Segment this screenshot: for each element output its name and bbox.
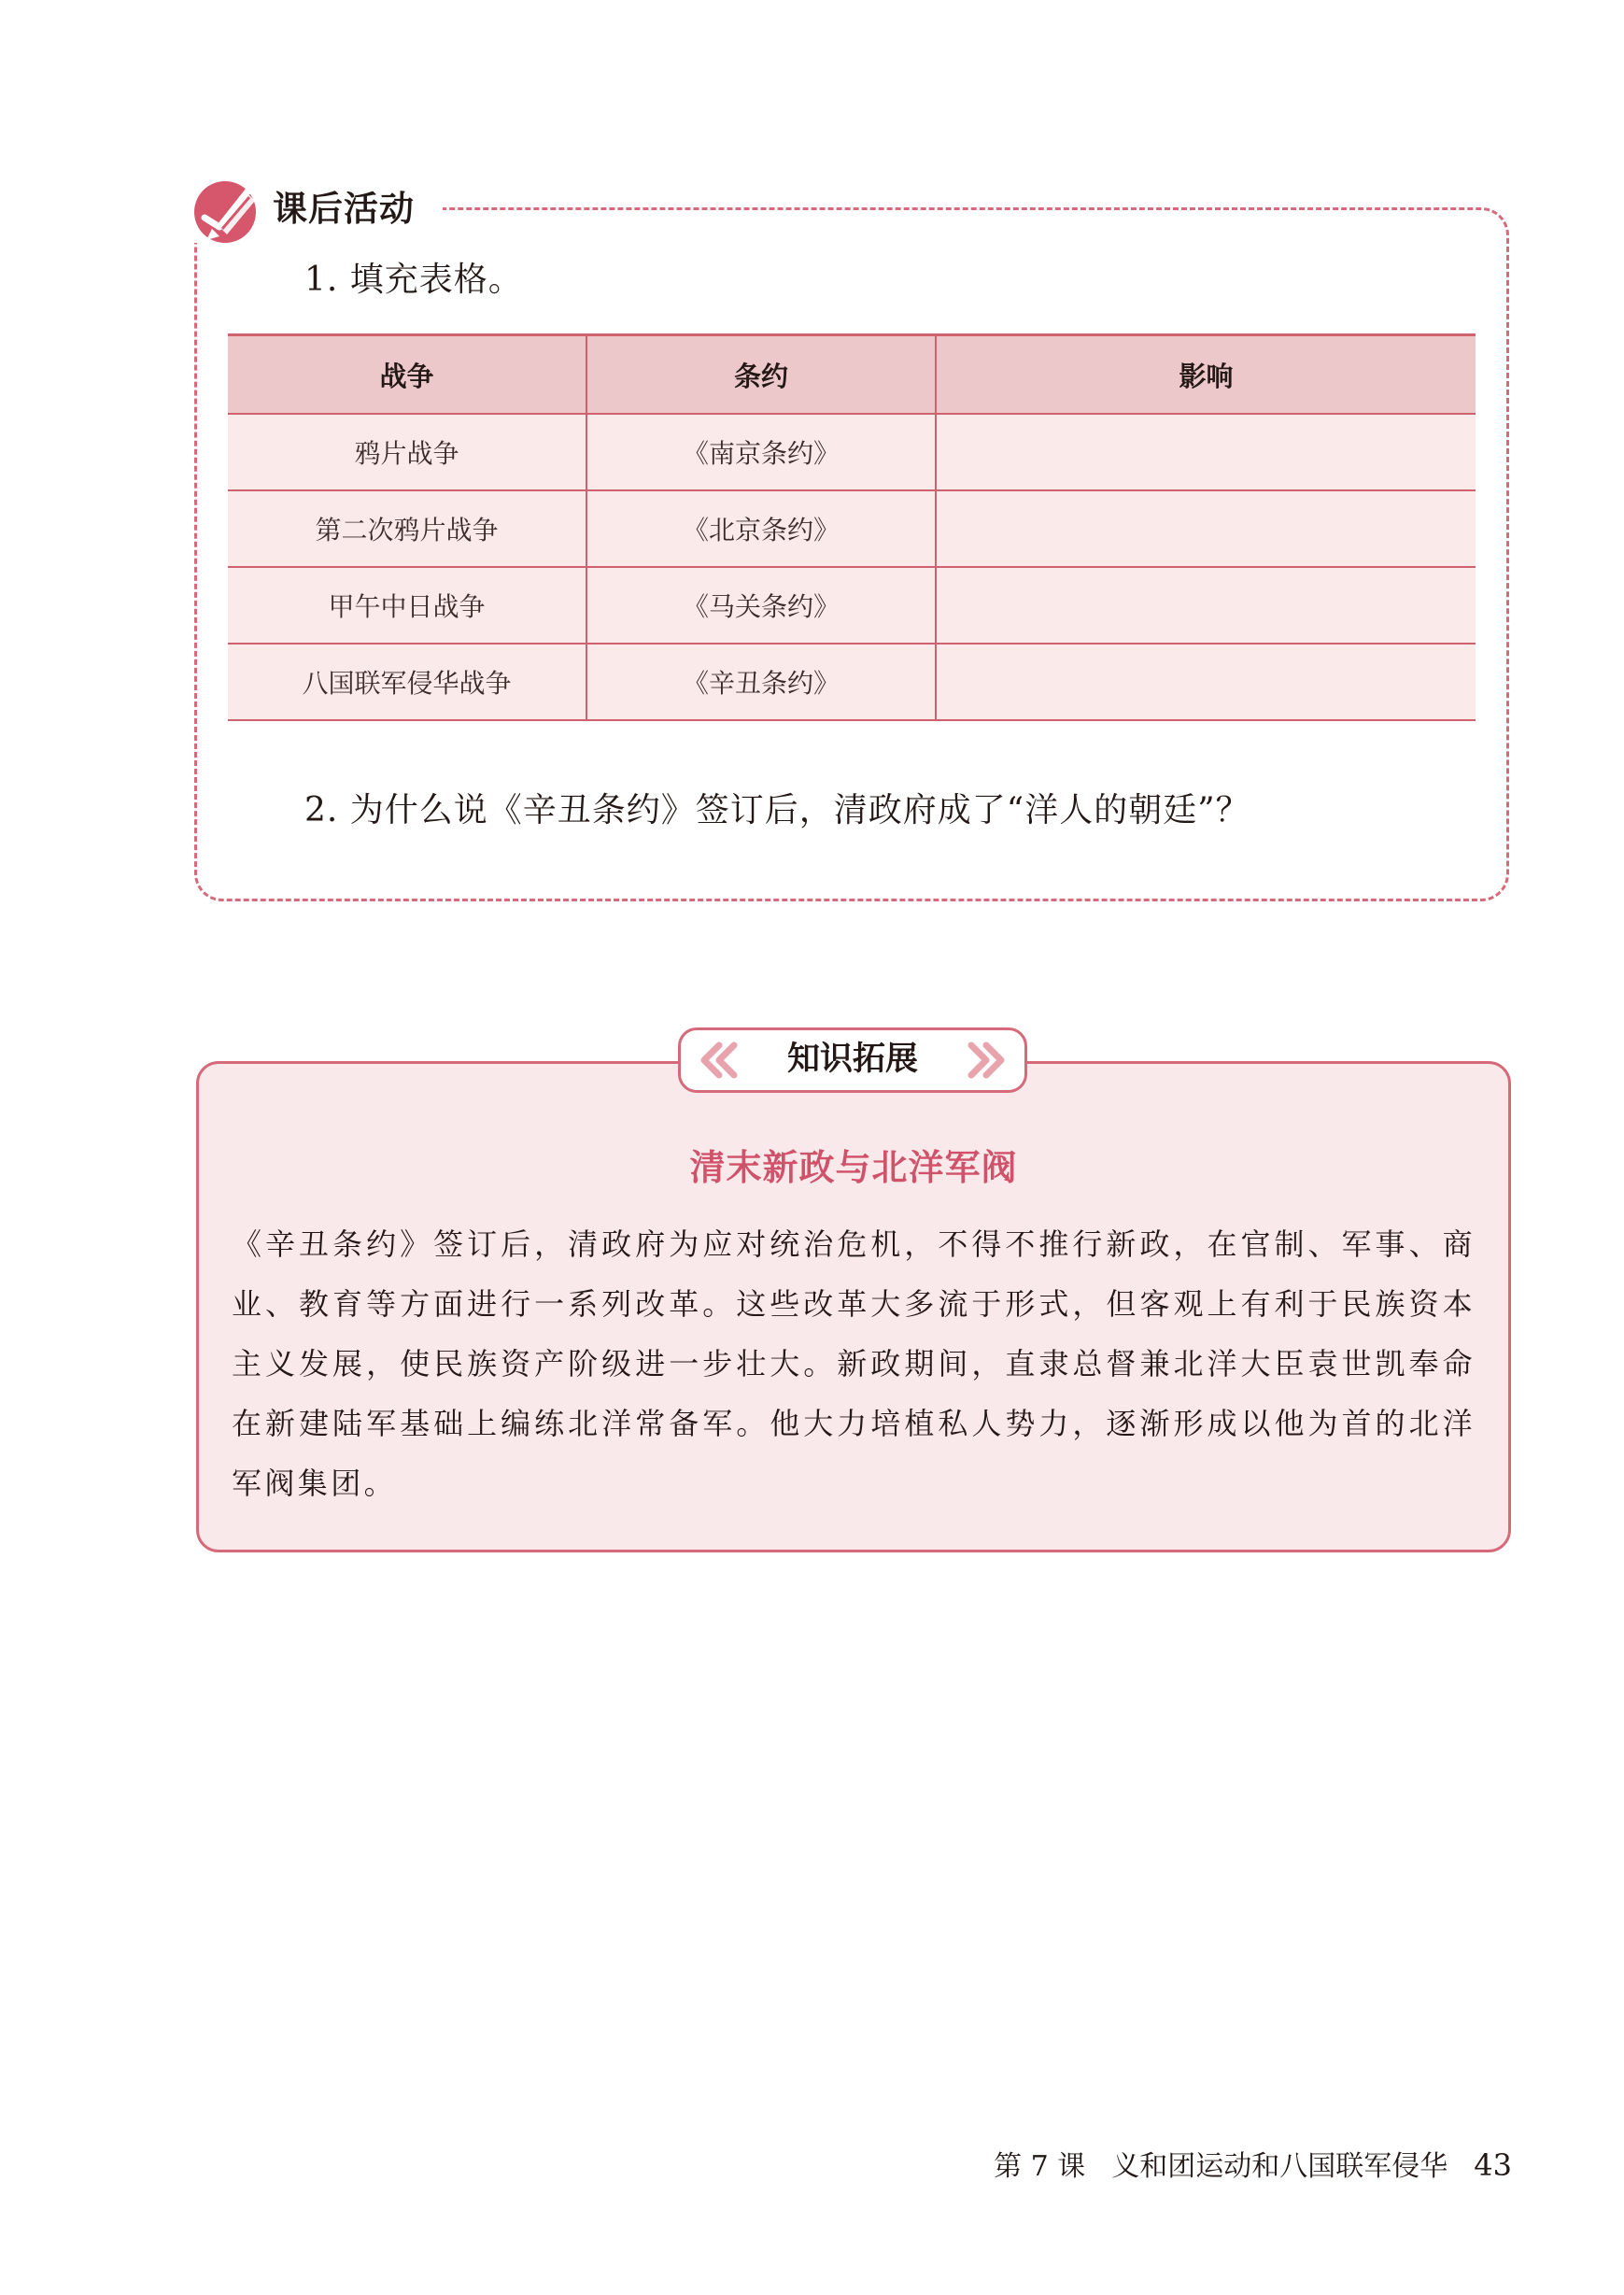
table-row <box>228 644 1476 720</box>
question-2-text: 2. 为什么说《辛丑条约》签订后，清政府成了“洋人的朝廷”？ <box>304 791 1250 829</box>
question-1-text: 1. 填充表格。 <box>304 261 523 299</box>
double-chevron-right-icon <box>964 1041 1007 1079</box>
page-number: 43 <box>1474 2147 1512 2183</box>
war-cell: 八国联军侵华战争 <box>228 644 586 720</box>
war-cell: 第二次鸦片战争 <box>228 490 586 567</box>
treaty-cell: 《北京条约》 <box>586 490 936 567</box>
header-treaty: 条约 <box>586 335 936 415</box>
page-footer <box>994 2145 1512 2188</box>
treaty-cell: 《辛丑条约》 <box>586 644 936 720</box>
knowledge-title: 清末新政与北洋军阀 <box>689 1146 1018 1188</box>
impact-cell[interactable] <box>936 567 1476 644</box>
impact-cell[interactable] <box>936 414 1476 490</box>
impact-cell[interactable] <box>936 490 1476 567</box>
knowledge-tab-label: 知识拓展 <box>786 1041 918 1078</box>
footer-lesson-number: 第 7 课 <box>994 2150 1086 2183</box>
table-row <box>228 414 1476 490</box>
table-row <box>228 490 1476 567</box>
activity-heading: 课后活动 <box>273 189 415 229</box>
knowledge-paragraph <box>232 1214 1476 1513</box>
table-row <box>228 567 1476 644</box>
treaty-cell: 《马关条约》 <box>586 567 936 644</box>
header-war: 战争 <box>228 335 586 415</box>
impact-cell[interactable] <box>936 644 1476 720</box>
footer-lesson-title: 义和团运动和八国联军侵华 <box>1111 2150 1448 2183</box>
treaty-cell: 《南京条约》 <box>586 414 936 490</box>
war-cell: 鸦片战争 <box>228 414 586 490</box>
header-impact: 影响 <box>936 335 1476 415</box>
war-cell: 甲午中日战争 <box>228 567 586 644</box>
treaty-table <box>228 333 1476 721</box>
knowledge-paragraph-text: 《辛丑条约》签订后，清政府为应对统治危机，不得不推行新政，在官制、军事、商业、教育等方面进行一系列改革。这些改革大多流于形式，但客观上有利于民族资本主义发展，使民族资产阶级进一步壮大。新政期间，直隶总督兼北洋大臣袁世凯奉命在新建陆军基础上编练北洋常备军。他大力培植私人势力，逐渐形成以他为首的北洋军阀集团。 <box>232 1226 1476 1501</box>
pencil-check-icon <box>191 175 262 246</box>
table-header-row <box>228 335 1476 415</box>
